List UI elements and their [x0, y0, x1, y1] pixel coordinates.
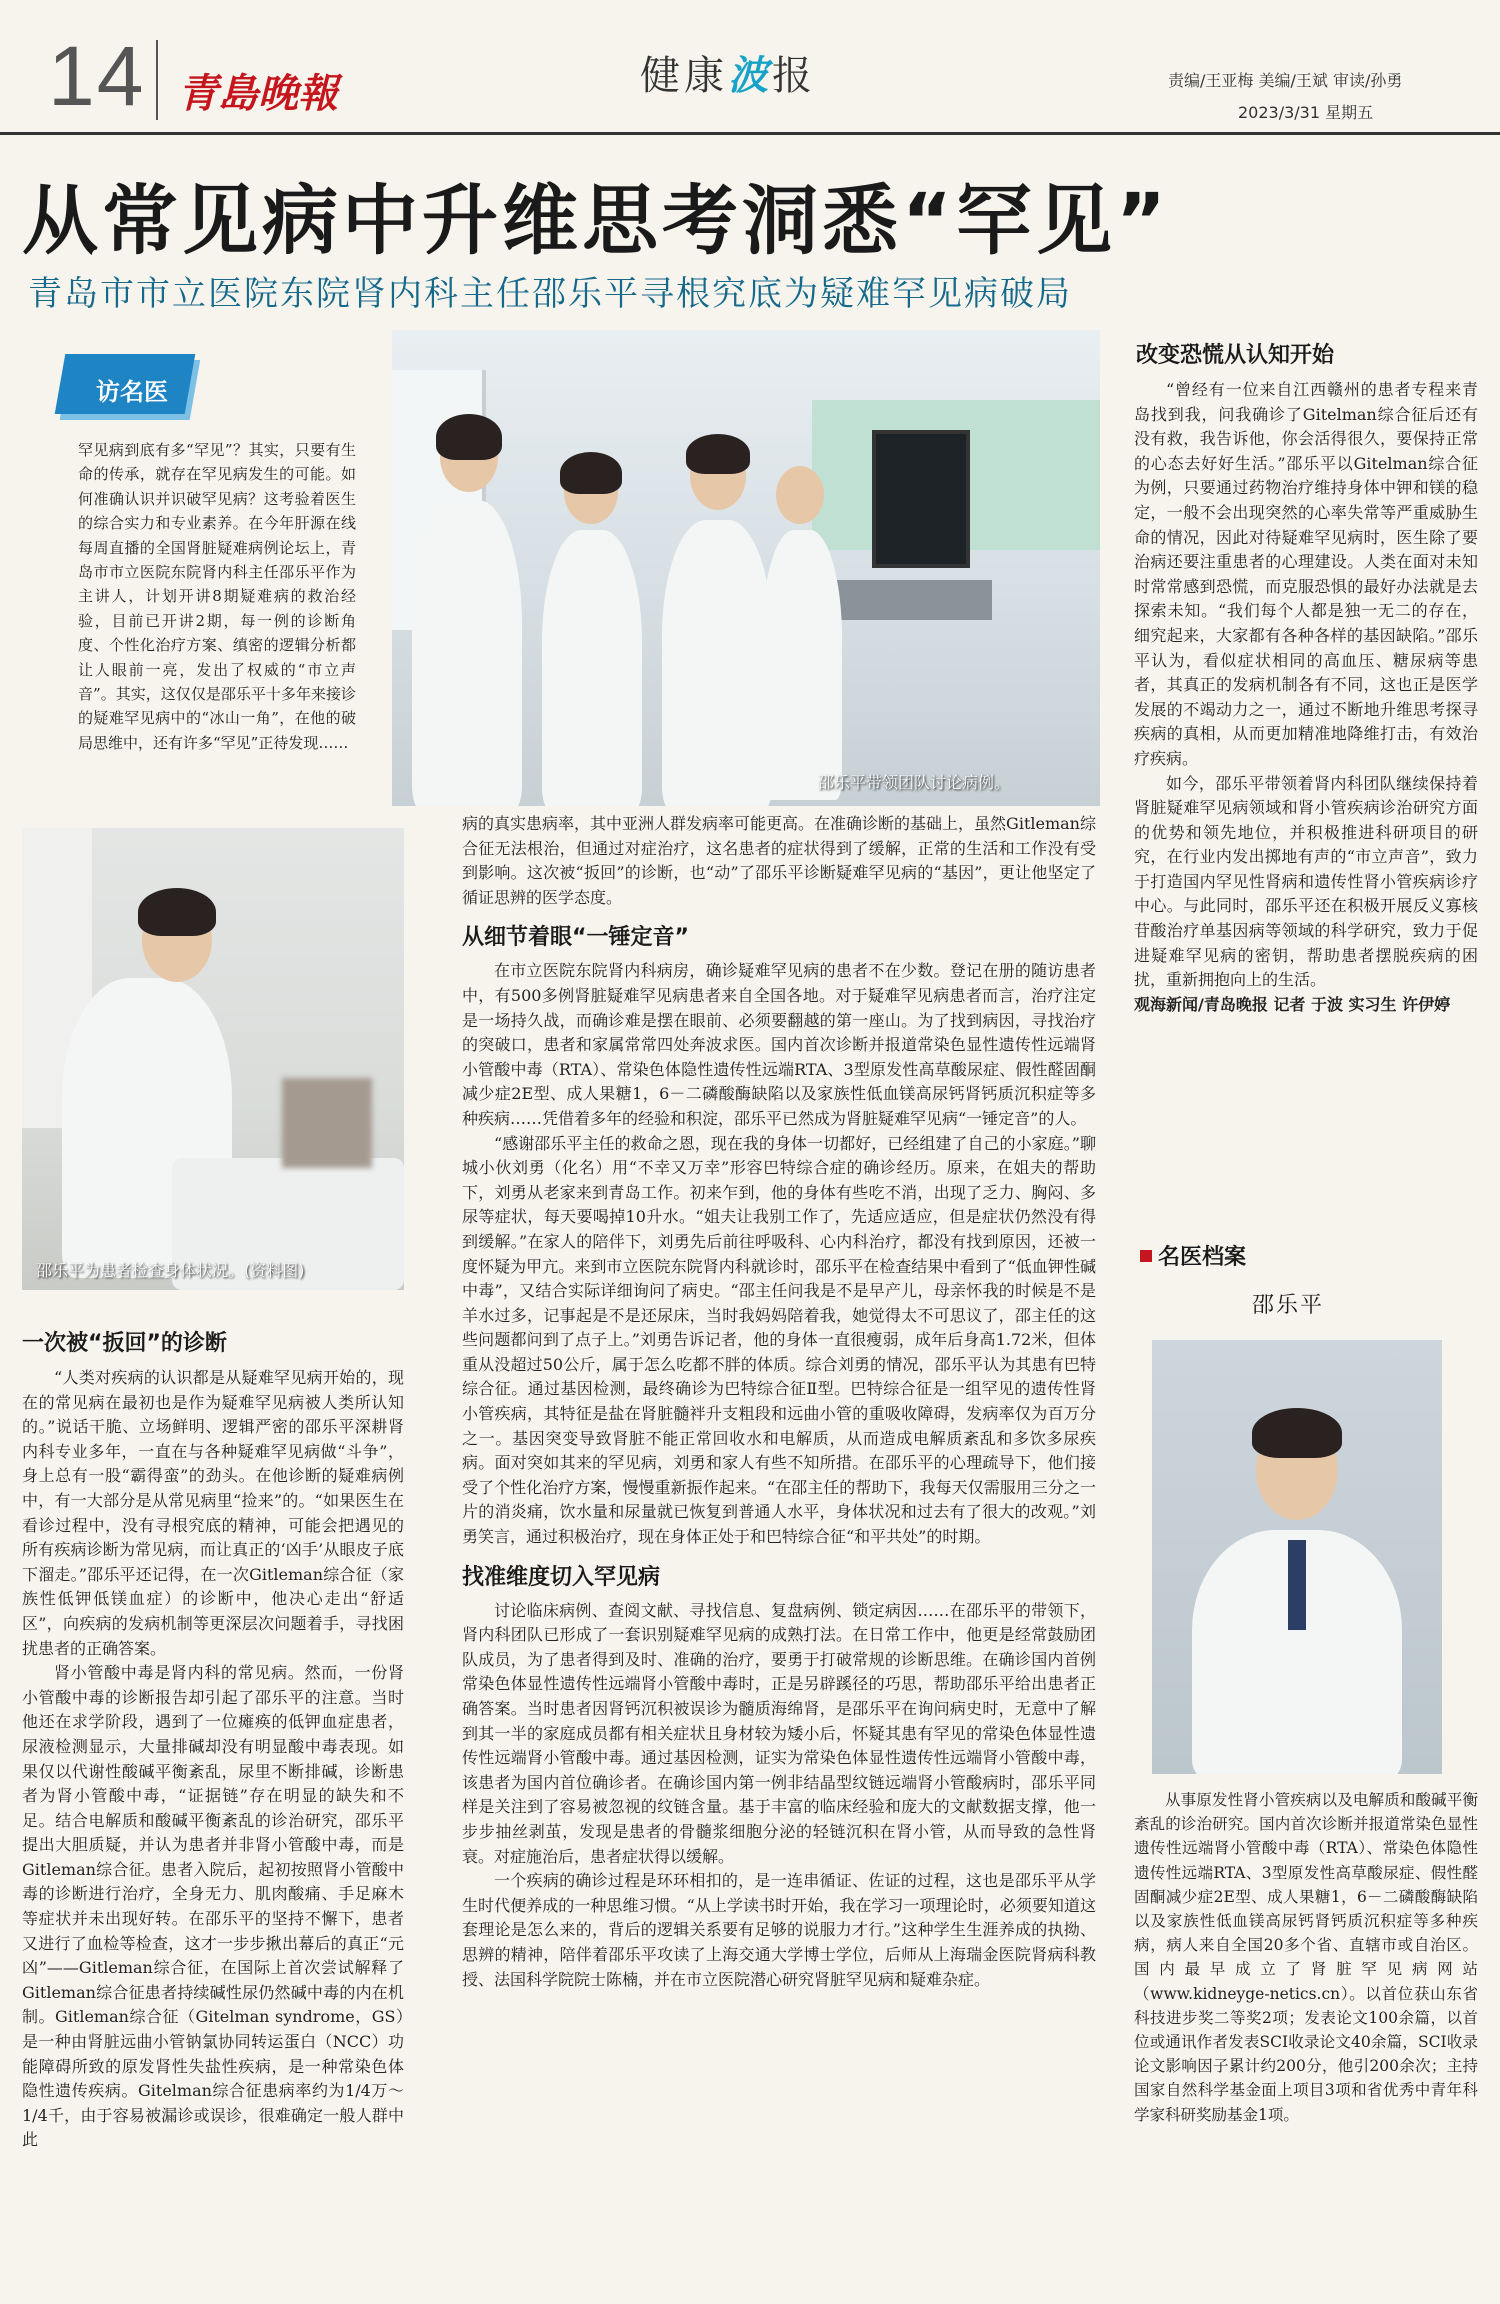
col3-heading: 改变恐慌从认知开始: [1136, 343, 1335, 368]
portrait-hair: [1252, 1408, 1342, 1458]
col2-paragraph: “感谢邵乐平主任的救命之恩，现在我的身体一切都好，已经组建了自己的小家庭。”聊城小伙刘勇（化名）用“不幸又万幸”形容巴特综合症的确诊经历。原来，在姐夫的帮助下，刘勇从老家来到青岛工作。初来乍到，他的身体有些吃不消，出现了乏力、胸闷、多尿等症状，每天要喝掉10升水。“姐夫让我别工作了，先适应适应，但是症状仍然没有得到缓解。”在家人的陪伴下，刘勇先后前往呼吸科、心内科治疗，都没有找到原因，还被一度怀疑为甲亢。来到市立医院东院肾内科就诊时，邵乐平在检查结果中看到了“低血钾性碱中毒”，又结合实际详细询问了病史。“邵主任问我是不是早产儿，母亲怀我的时候是不是羊水过多，记事起是不是还尿床，当时我妈妈陪着我，她觉得太不可思议了，邵主任的这些问题都问到了点子上。”刘勇告诉记者，他的身体一直很瘦弱，成年后身高1.72米，但体重从没超过50公斤，属于怎么吃都不胖的体质。综合刘勇的情况，邵乐平认为其患有巴特综合征。通过基因检测，最终确诊为巴特综合征Ⅱ型。巴特综合征是一组罕见的遗传性肾小管疾病，其特征是盐在肾脏髓袢升支粗段和远曲小管的重吸收障碍，发病率仅为百万分之一。基因突变导致肾脏不能正常回收水和电解质，从而造成电解质紊乱和多饮多尿疾病。面对突如其来的罕见病，刘勇和家人有些不知所措。在邵乐平的心理疏导下，他们接受了个性化治疗方案，慢慢重新振作起来。“在邵主任的帮助下，我每天仅需服用三分之一片的消炎痛，饮水量和尿量就已恢复到普通人水平，身体状况和过去有了很大的改观。”刘勇笑言，通过积极治疗，现在身体正处于和巴特综合征“和平共处”的时期。: [462, 1133, 1096, 1547]
doctor-portrait: [1152, 1340, 1442, 1774]
section-title-wave: 波: [728, 53, 772, 99]
intro-text: 罕见病到底有多“罕见”？其实，只要有生命的传承，就存在罕见病发生的可能。如何准确认识并识破罕见病？这考验着医生的综合实力和专业素养。在今年肝源在线每周直播的全国肾脏疑难病例论坛上，青岛市市立医院东院肾内科主任邵乐平作为主讲人，计划开讲8期疑难病的救治经验，目前已开讲2期，每一例的诊断角度、个性化治疗方案、缜密的逻辑分析都让人眼前一亮，发出了权威的“市立声音”。其实，这仅仅是邵乐平十多年来接诊的疑难罕见病中的“冰山一角”，在他的破局思维中，还有许多“罕见”正待发现……: [78, 441, 356, 752]
editors-line: 责编/王亚梅 美编/王斌 审读/孙勇: [1168, 71, 1403, 90]
profile-heading: 名医档案: [1158, 1245, 1247, 1270]
headline: 从常见病中升维思考洞悉“罕见”: [22, 176, 1170, 265]
side-photo-caption: 邵乐平为患者检查身体状况。(资料图): [36, 1261, 305, 1280]
date-line: 2023/3/31 星期五: [1238, 103, 1374, 122]
tag-label: 访名医: [96, 378, 168, 406]
col1-heading: 一次被“扳回”的诊断: [22, 1331, 227, 1356]
subheadline: 青岛市市立医院东院肾内科主任邵乐平寻根究底为疑难罕见病破局: [28, 274, 1072, 314]
col2-heading-1: 从细节着眼“一锤定音”: [462, 925, 689, 951]
photo-monitor: [872, 430, 970, 568]
profile-marker: [1140, 1250, 1152, 1262]
col2-paragraph: 一个疾病的确诊过程是环环相扣的，是一连串循证、佐证的过程，这也是邵乐平从学生时代便养成的一种思维习惯。“从上学读书时开始，我在学习一项理论时，必须要知道这套理论是怎么来的，背后的逻辑关系要有足够的说服力才行。”这种学生生涯养成的执拗、思辨的精神，陪伴着邵乐平攻读了上海交通大学博士学位，后师从上海瑞金医院肾病科教授、法国科学院院士陈楠，并在市立医院潜心研究肾脏罕见病和疑难杂症。: [462, 1871, 1096, 1989]
col3-paragraph: 如今，邵乐平带领着肾内科团队继续保持着肾脏疑难罕见病领域和肾小管疾病诊治研究方面的优势和领先地位，并积极推进科研项目的研究，在行业内发出掷地有声的“市立声音”，致力于打造国内罕见性肾病和遗传性肾小管疾病诊疗中心。与此同时，邵乐平还在积极开展反义寡核苷酸治疗单基因病等领域的科学研究，致力于促进疑难罕见病的密钥，帮助患者摆脱疾病的困扰，重新拥抱向上的生活。: [1134, 773, 1478, 990]
col1-body: [22, 1366, 404, 2292]
col1-paragraph: “人类对疾病的认识都是从疑难罕见病开始的，现在的常见病在最初也是作为疑难罕见病被人类所认知的。”说话干脆、立场鲜明、逻辑严密的邵乐平深耕肾内科专业多年，一直在与各种疑难罕见病做“斗争”，身上总有一股“霸得蛮”的劲头。在他诊断的疑难病例中，有一大部分是从常见病里“捡来”的。“如果医生在看诊过程中，没有寻根究底的精神，可能会把遇见的所有疾病诊断为常见病，而让真正的‘凶手’从眼皮子底下溜走。”邵乐平还记得，在一次Gitleman综合征（家族性低钾低镁血症）的诊断中，他决心走出“舒适区”，向疾病的发病机制等更深层次问题着手，寻找困扰患者的正确答案。: [22, 1368, 404, 1658]
col2-heading-2: 找准维度切入罕见病: [462, 1564, 661, 1590]
page-number: 14: [48, 29, 146, 123]
col3-paragraph: “曾经有一位来自江西赣州的患者专程来青岛找到我，问我确诊了Gitelman综合征后还有没有救，我告诉他，你会活得很久，要保持正常的心态去好好生活。”邵乐平以Gitelman综合征为例，只要通过药物治疗维持身体中钾和镁的稳定，一般不会出现突然的心率失常等严重威胁生命的情况，因此对待疑难罕见病时，医生除了要治病还要注重患者的心理建设。人类在面对未知时常常感到恐慌，而克服恐惧的最好办法就是去探索未知。“我们每个人都是独一无二的存在，细究起来，大家都有各种各样的基因缺陷。”邵乐平认为，看似症状相同的高血压、糖尿病等患者，其真正的发病机制各有不同，这也正是医学发展的不竭动力之一，通过不断地升维思考探寻疾病的真相，从而更加精准地降维打击，有效治疗疾病。: [1134, 380, 1478, 768]
byline: 观海新闻/青岛晚报 记者 于波 实习生 许伊婷: [1134, 994, 1451, 1014]
masthead-divider: [156, 40, 158, 120]
col1-paragraph: 肾小管酸中毒是肾内科的常见病。然而，一份肾小管酸中毒的诊断报告却引起了邵乐平的注意。当时他还在求学阶段，遇到了一位瘫痪的低钾血症患者，尿液检测显示，大量排碱却没有明显酸中毒表现。如果仅以代谢性酸碱平衡紊乱，尿里不断排碱，诊断患者为肾小管酸中毒，“证据链”存在明显的缺失和不足。结合电解质和酸碱平衡紊乱的诊治研究，邵乐平提出大胆质疑，并认为患者并非肾小管酸中毒，而是Gitleman综合征。患者入院后，起初按照肾小管酸中毒的诊断进行治疗，全身无力、肌肉酸痛、手足麻木等症状并未出现好转。在邵乐平的坚持不懈下，患者又进行了血检等检查，这才一步步揪出幕后的真正“元凶”——Gitleman综合征，在国际上首次尝试解释了Gitleman综合征患者持续碱性尿仍然碱中毒的内在机制。Gitleman综合征（Gitelman syndrome，GS）是一种由肾脏远曲小管钠氯协同转运蛋白（NCC）功能障碍所致的原发肾性失盐性疾病，是一种常染色体隐性遗传疾病。Gitelman综合征患病率约为1/4万～1/4千，由于容易被漏诊或误诊，很难确定一般人群中此: [22, 1663, 404, 2150]
section-title-post: 报: [772, 53, 816, 99]
section-title-pre: 健康: [640, 53, 728, 99]
col2-paragraph: 在市立医院东院肾内科病房，确诊疑难罕见病的患者不在少数。登记在册的随访患者中，有500多例肾脏疑难罕见病患者来自全国各地。对于疑难罕见病患者而言，治疗注定是一场持久战，而确诊难是摆在眼前、必须要翻越的第一座山。为了找到病因，寻找治疗的突破口，患者和家属常常四处奔波求医。国内首次诊断并报道常染色显性遗传性远端肾小管酸中毒（RTA）、常染色体隐性遗传性远端RTA、3型原发性高草酸尿症、假性醛固酮减少症2E型、成人果糖1，6－二磷酸酶缺陷以及家族性低血镁高尿钙肾钙质沉积症等多种疾病……凭借着多年的经验和积淀，邵乐平已然成为肾脏疑难罕见病“一锤定音”的人。: [462, 961, 1096, 1128]
col3-body: [1134, 378, 1478, 1218]
main-photo-caption: 邵乐平带领团队讨论病例。: [818, 773, 1011, 792]
masthead-rule: [0, 132, 1500, 135]
side-photo: [22, 828, 404, 1290]
section-title: [640, 44, 816, 101]
col2-lead: 病的真实患病率，其中亚洲人群发病率可能更高。在准确诊断的基础上，虽然Gitleman综合征无法根治，但通过对症治疗，这名患者的症状得到了缓解，正常的生活和工作没有受到影响。这次被“扳回”的诊断，也“动”了邵乐平诊断疑难罕见病的“基因”，更让他坚定了循证思辨的医学态度。: [462, 814, 1096, 907]
doctor-name: 邵乐平: [1252, 1293, 1325, 1318]
portrait-tie: [1288, 1540, 1306, 1630]
main-photo: [392, 330, 1100, 806]
col2-paragraph: 讨论临床病例、查阅文献、寻找信息、复盘病例、锁定病因……在邵乐平的带领下，肾内科团队已形成了一套识别疑难罕见病的成熟打法。在日常工作中，他更是经常鼓励团队成员，为了患者得到及时、准确的治疗，要勇于打破常规的诊断思维。在确诊国内首例常染色体显性遗传性远端肾小管酸中毒时，正是另辟蹊径的巧思，帮助邵乐平给出患者正确答案。当时患者因肾钙沉积被误诊为髓质海绵肾，是邵乐平在询问病史时，无意中了解到其一半的家庭成员都有相关症状且身材较为矮小后，怀疑其患有罕见的常染色体显性遗传性远端肾小管酸中毒。通过基因检测，证实为常染色体显性遗传性远端肾小管酸中毒，该患者为国内首位确诊者。在确诊国内第一例非结晶型纹链远端肾小管酸病时，邵乐平同样是关注到了容易被忽视的纹链含量。基于丰富的临床经验和庞大的文献数据支撑，他一步步抽丝剥茧，发现是患者的骨髓浆细胞分泌的轻链沉积在肾小管，从而导致的急性肾衰。对症施治后，患者症状得以缓解。: [462, 1600, 1096, 1866]
profile-text: 从事原发性肾小管疾病以及电解质和酸碱平衡紊乱的诊治研究。国内首次诊断并报道常染色显性遗传性远端肾小管酸中毒（RTA）、常染色体隐性遗传性远端RTA、3型原发性高草酸尿症、假性醛固酮减少症2E型、成人果糖1，6－二磷酸酶缺陷以及家族性低血镁高尿钙肾钙质沉积症等多种疾病，病人来自全国20多个省、直辖市或自治区。国内最早成立了肾脏罕见病网站（www.kidneyge-netics.cn）。以首位获山东省科技进步奖二等奖2项；发表论文100余篇，以首位或通讯作者发表SCI收录论文40余篇，SCI收录论文影响因子累计约200分，他引200余次；主持国家自然科学基金面上项目3项和省优秀中青年科学家科研奖励基金1项。: [1134, 1791, 1478, 2124]
photo-patient-blur: [282, 1078, 372, 1168]
newspaper-logo: 青島晚報: [178, 70, 338, 117]
col2-body: [462, 812, 1096, 2292]
